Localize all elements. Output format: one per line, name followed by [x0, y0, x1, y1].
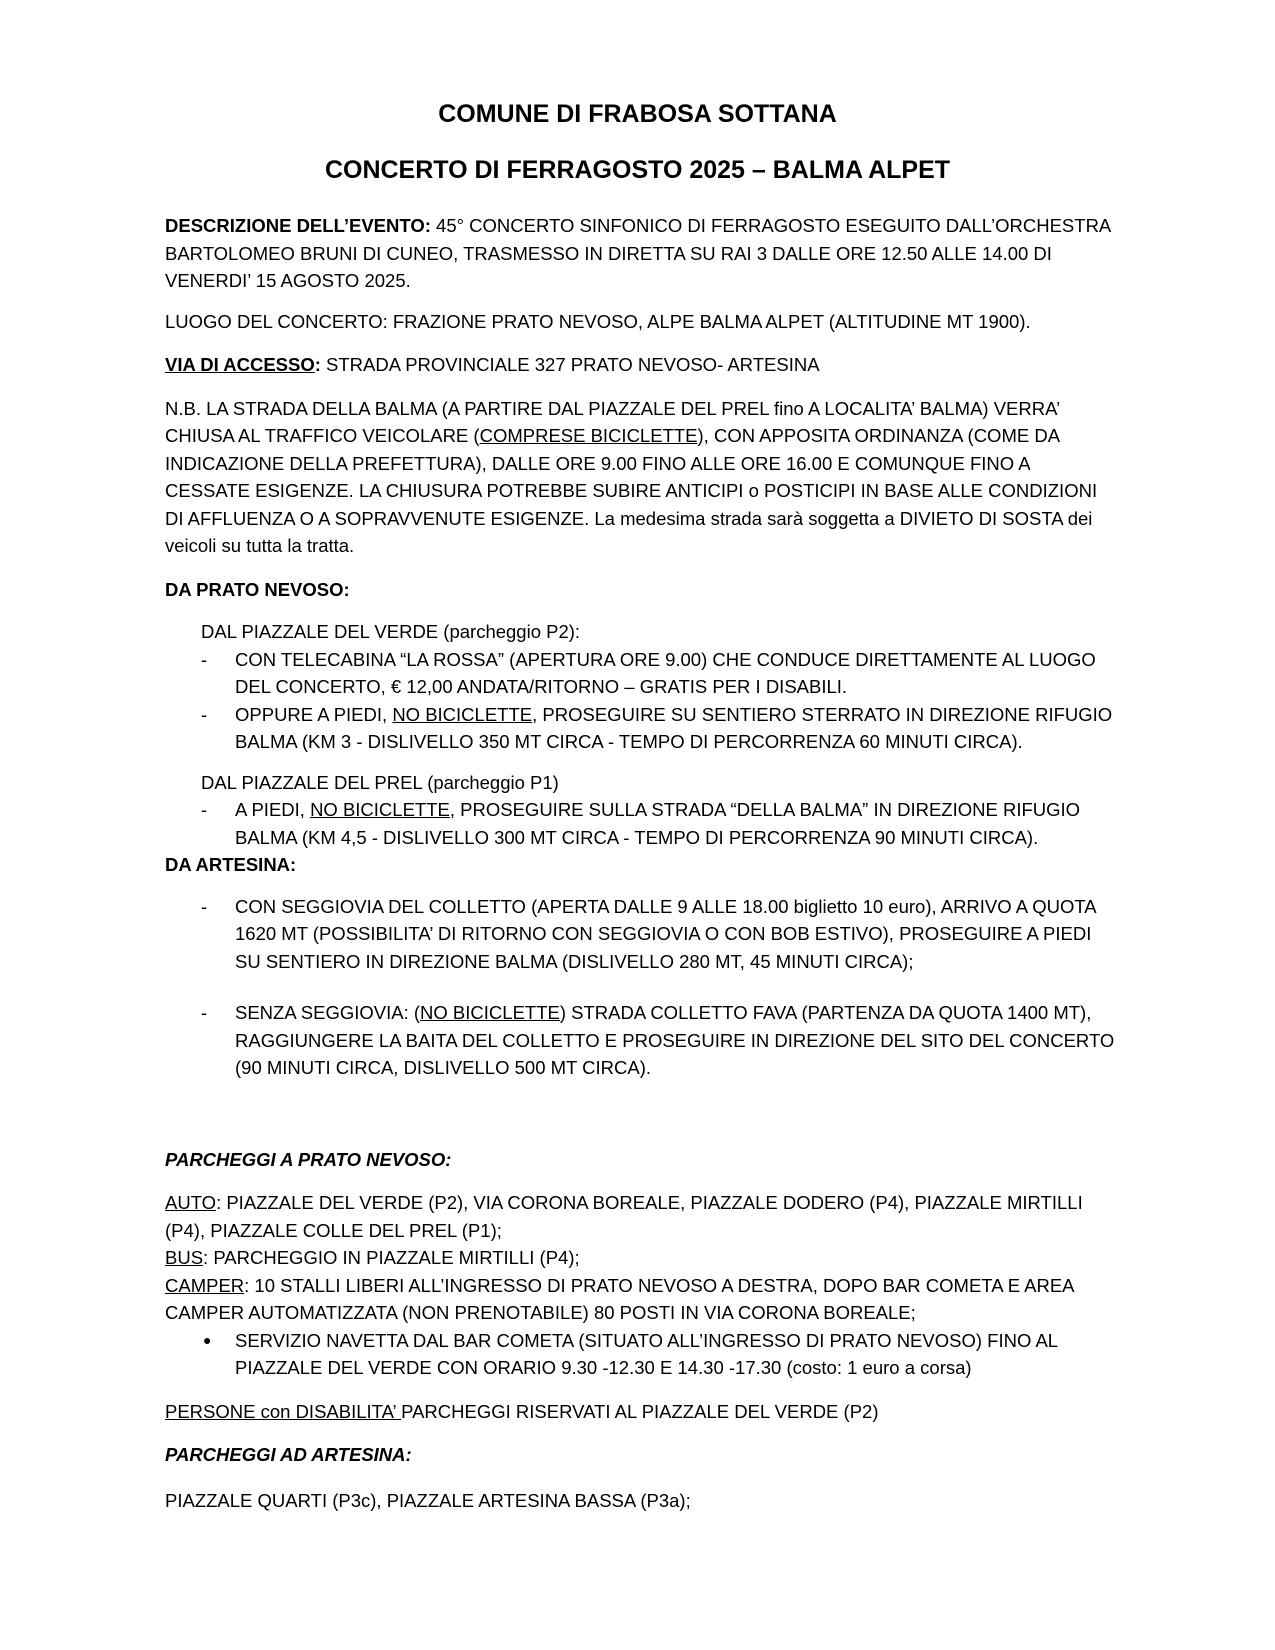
artesina-item-walk-u: NO BICICLETTE — [420, 1002, 560, 1023]
verde-item-walk-u: NO BICICLETTE — [392, 703, 533, 725]
list-item — [165, 646, 1115, 701]
note-text-2: ), CON APPOSITA ORDINANZA (COME DA INDICAZIONE DELLA PREFETTURA), DALLE ORE 9.00 FINO ALLE ORE 16.00 E COMUNQUE FINO A CESSATE ESIGENZE. LA CHIUSURA POTREBBE SUBIRE ANTICIPI o POSTICIPI IN BASE ALLE CONDIZIONI DI AFFLUENZA O A SOPRAVVENUTE ESIGENZE. La medesima strada sarà soggetta a DIVIETO DI SOSTA dei veicoli su tutta la tratta. — [165, 425, 1098, 556]
artesina-item-chairlift: CON SEGGIOVIA DEL COLLETTO (APERTA DALLE 9 ALLE 18.00 biglietto 10 euro), ARRIVO A QUOTA 1620 MT (POSSIBILITA’ DI RITORNO CON SEGGIOVIA O CON BOB ESTIVO), PROSEGUIRE A PIEDI SU SENTIERO IN DIREZIONE BALMA (DISLIVELLO 280 MT, 45 MINUTI CIRCA); — [235, 895, 1096, 972]
dash-marker: - — [201, 895, 208, 917]
event-description — [165, 212, 1115, 295]
shuttle-list — [165, 1327, 1115, 1382]
parking-camper — [165, 1272, 1115, 1327]
list-item — [165, 893, 1115, 976]
list-item — [165, 796, 1115, 851]
road-closure-note — [165, 395, 1115, 560]
dash-marker: - — [201, 703, 208, 725]
verde-item-walk-post: , PROSEGUIRE SU SENTIERO STERRATO IN DIREZIONE RIFUGIO BALMA (KM 3 - DISLIVELLO 350 MT CIRCA - TEMPO DI PERCORRENZA 60 MINUTI CIRCA). — [235, 703, 1113, 752]
list-item — [165, 1327, 1115, 1382]
prel-item-pre: A PIEDI, — [235, 799, 311, 820]
access-label: VIA DI ACCESSO — [165, 354, 315, 375]
parking-prato-heading: PARCHEGGI A PRATO NEVOSO: — [165, 1148, 452, 1170]
dash-marker: - — [201, 648, 208, 670]
note-text-1: N.B. LA STRADA DELLA BALMA (A PARTIRE DAL PIAZZALE DEL PREL fino A LOCALITA’ BALMA) VERRA’ CHIUSA AL TRAFFICO VEICOLARE ( — [165, 397, 1060, 446]
page-title: COMUNE DI FRABOSA SOTTANA — [438, 100, 837, 128]
parking-disabled — [165, 1398, 1115, 1426]
verde-heading: DAL PIAZZALE DEL VERDE (parcheggio P2): — [201, 621, 581, 642]
artesina-item-walk-pre: SENZA SEGGIOVIA: ( — [235, 1002, 421, 1023]
shuttle-text: SERVIZIO NAVETTA DAL BAR COMETA (SITUATO ALL’INGRESSO DI PRATO NEVOSO) FINO AL PIAZZALE DEL VERDE CON ORARIO 9.30 -12.30 E 14.30 -17.30 (costo: 1 euro a corsa) — [235, 1329, 1058, 1378]
access-colon: : — [314, 354, 321, 375]
parking-bus — [165, 1244, 1115, 1272]
document-body — [165, 212, 1115, 1514]
dash-marker: - — [201, 1002, 208, 1023]
verde-list — [165, 646, 1115, 756]
list-item — [165, 701, 1115, 756]
prato-heading: DA PRATO NEVOSO: — [165, 578, 350, 600]
camper-text: : 10 STALLI LIBERI ALL’INGRESSO DI PRATO NEVOSO A DESTRA, DOPO BAR COMETA E AREA CAMPER AUTOMATIZZATA (NON PRENOTABILE) 80 POSTI IN VIA CORONA BOREALE; — [165, 1274, 1074, 1323]
list-item — [165, 999, 1115, 1082]
dash-marker: - — [201, 799, 208, 820]
artesina-list — [165, 893, 1115, 1082]
artesina-heading: DA ARTESINA: — [165, 854, 297, 875]
prel-item-post: , PROSEGUIRE SULLA STRADA “DELLA BALMA” IN DIREZIONE RIFUGIO BALMA (KM 4,5 - DISLIVELLO 300 MT CIRCA - TEMPO DI PERCORRENZA 90 MINUTI CIRCA). — [235, 799, 1081, 848]
artesina-item-walk-post: ) STRADA COLLETTO FAVA (PARTENZA DA QUOTA 1400 MT), RAGGIUNGERE LA BAITA DEL COLLETTO E PROSEGUIRE IN DIREZIONE DEL SITO DEL CONCERTO (90 MINUTI CIRCA, DISLIVELLO 500 MT CIRCA). — [235, 1002, 1115, 1078]
verde-item-cablecar: CON TELECABINA “LA ROSSA” (APERTURA ORE 9.00) CHE CONDUCE DIRETTAMENTE AL LUOGO DEL CONCERTO, € 12,00 ANDATA/RITORNO – GRATIS PER I DISABILI. — [235, 648, 1096, 697]
bus-text: : PARCHEGGIO IN PIAZZALE MIRTILLI (P4); — [203, 1247, 580, 1268]
concert-location: LUOGO DEL CONCERTO: FRAZIONE PRATO NEVOSO, ALPE BALMA ALPET (ALTITUDINE MT 1900). — [165, 310, 1031, 332]
prel-heading: DAL PIAZZALE DEL PREL (parcheggio P1) — [201, 771, 559, 793]
parking-artesina-heading: PARCHEGGI AD ARTESINA: — [165, 1444, 412, 1465]
bus-label: BUS — [165, 1247, 204, 1268]
event-title: CONCERTO DI FERRAGOSTO 2025 – BALMA ALPET — [324, 156, 951, 184]
bullet-icon: ● — [203, 1331, 212, 1348]
note-underlined: COMPRESE BICICLETTE — [479, 425, 698, 446]
prel-list — [165, 796, 1115, 851]
disabled-text: PARCHEGGI RISERVATI AL PIAZZALE DEL VERDE (P2) — [401, 1400, 879, 1422]
description-text: 45° CONCERTO SINFONICO DI FERRAGOSTO ESEGUITO DALL’ORCHESTRA BARTOLOMEO BRUNI DI CUNEO, TRASMESSO IN DIRETTA SU RAI 3 DALLE ORE 12.50 ALLE 14.00 DI VENERDI’ 15 AGOSTO 2025. — [165, 215, 1111, 291]
disabled-label: PERSONE con DISABILITA’ — [165, 1400, 402, 1422]
parking-artesina-text: PIAZZALE QUARTI (P3c), PIAZZALE ARTESINA BASSA (P3a); — [165, 1489, 691, 1511]
camper-label: CAMPER — [165, 1274, 245, 1296]
access-text: STRADA PROVINCIALE 327 PRATO NEVOSO- ARTESINA — [320, 354, 820, 375]
description-label: DESCRIZIONE DELL’EVENTO: — [165, 215, 431, 236]
verde-item-walk-pre: OPPURE A PIEDI, — [235, 703, 393, 725]
parking-auto — [165, 1189, 1115, 1244]
auto-text: : PIAZZALE DEL VERDE (P2), VIA CORONA BOREALE, PIAZZALE DODERO (P4), PIAZZALE MIRTILLI (P4), PIAZZALE COLLE DEL PREL (P1); — [165, 1192, 1083, 1241]
prel-item-u: NO BICICLETTE — [310, 799, 450, 820]
auto-label: AUTO — [165, 1192, 217, 1213]
access-road — [165, 351, 1115, 379]
